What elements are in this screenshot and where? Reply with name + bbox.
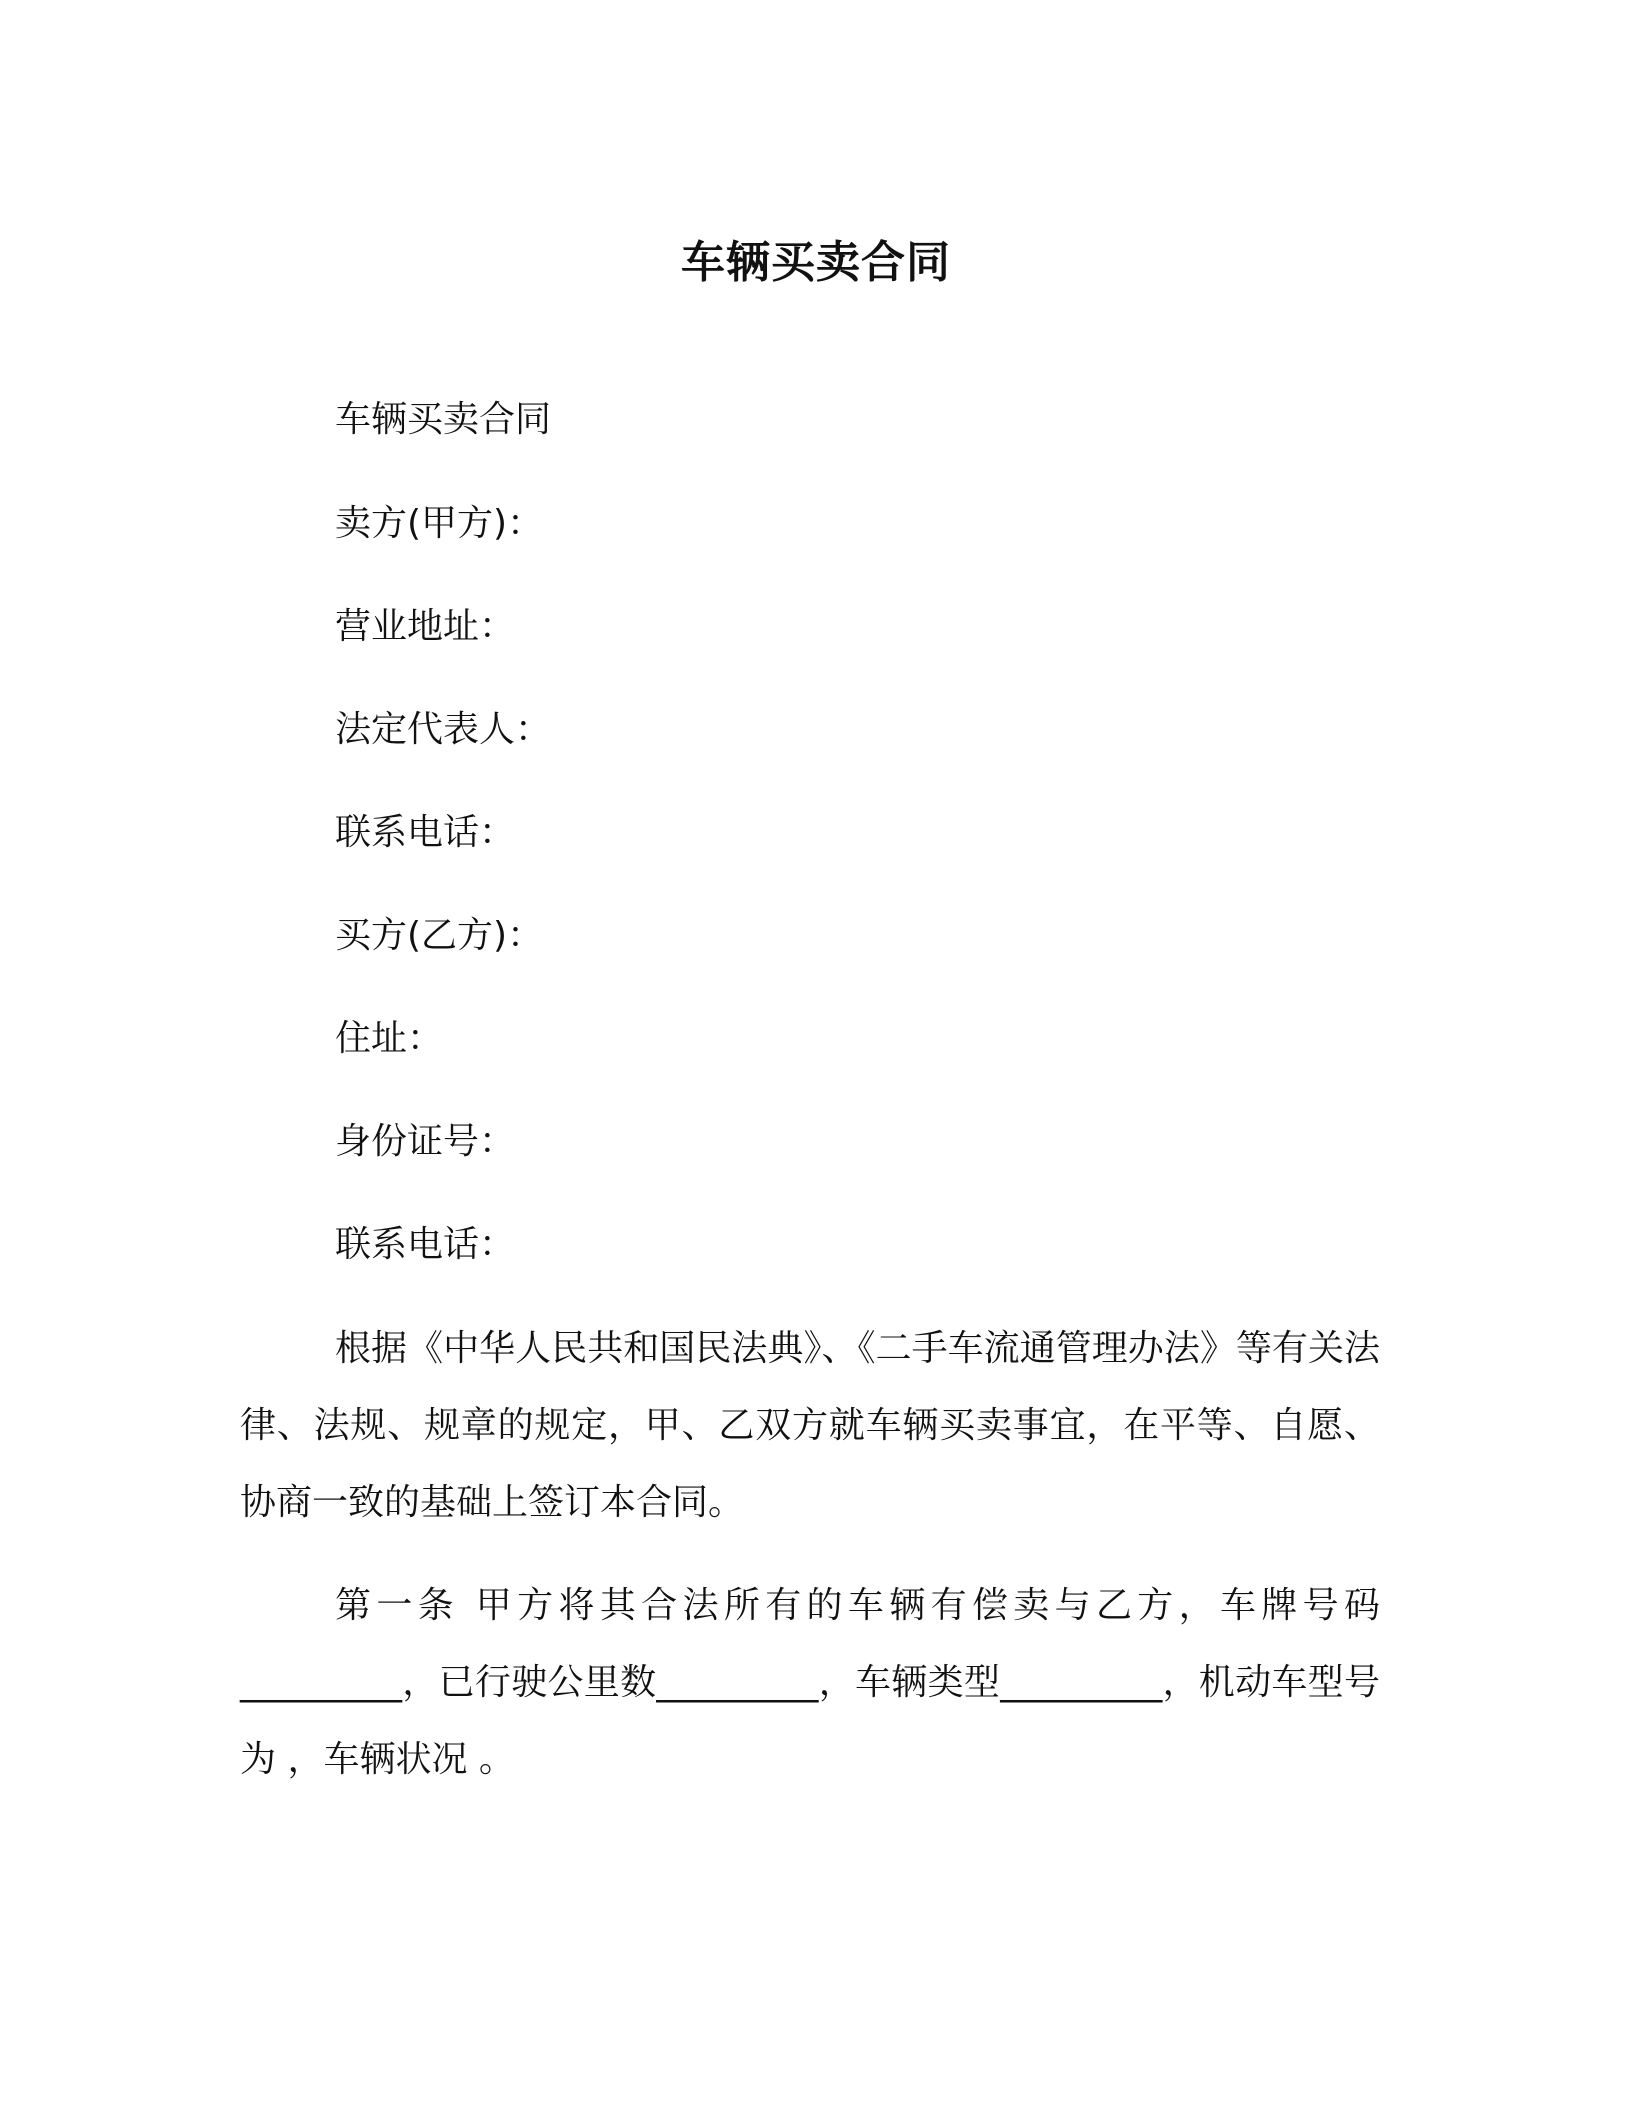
seller-label: 卖方(甲方)：: [335, 503, 544, 544]
legal-basis-paragraph: 根据《中华人民共和国民法典》、《二手车流通管理办法》等有关法律、法规、规章的规定，甲、乙双方就车辆买卖事宜，在平等、自愿、协商一致的基础上签订本合同。: [240, 1328, 1380, 1523]
buyer-phone-label: 联系电话：: [335, 1224, 516, 1265]
id-number-label: 身份证号：: [335, 1121, 516, 1162]
document-title: 车辆买卖合同: [681, 237, 951, 288]
article-one-paragraph: 第一条 甲方将其合法所有的车辆有偿卖与乙方，车牌号码_________，已行驶公里数_________，车辆类型_________，机动车型号为 ，车辆状况 。: [240, 1585, 1380, 1780]
seller-phone-label: 联系电话：: [335, 812, 516, 853]
legal-representative-label: 法定代表人：: [335, 709, 552, 750]
buyer-address-label: 住址：: [335, 1018, 444, 1059]
buyer-label: 买方(乙方)：: [335, 915, 544, 956]
business-address-label: 营业地址：: [335, 606, 516, 647]
subtitle-line: 车辆买卖合同: [335, 399, 552, 440]
